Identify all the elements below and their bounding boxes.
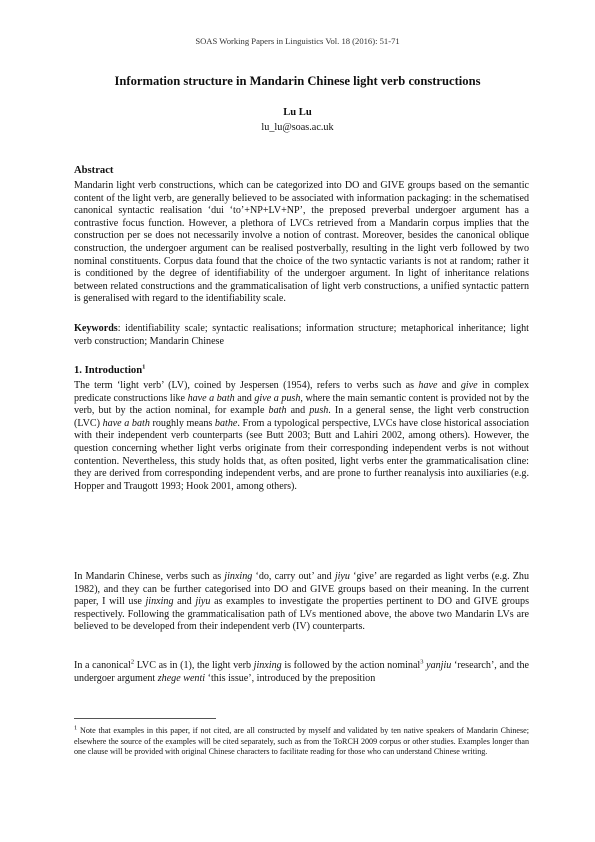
keywords-label: Keywords [74,323,118,334]
footnote-mark: 1 [74,724,78,732]
abstract-heading: Abstract [74,165,114,176]
footnote-1 [74,726,529,758]
author-email[interactable]: lu_lu@soas.ac.uk [261,122,334,133]
intro-paragraph-3: In a canonical$^2$ LVC as in (1), the light verb jinxing is followed by the action nominal$^3$ yanjiu ‘research’, and the undergoer argument zhege wenti ‘this issue’, introduced by the preposition [74,658,529,684]
footnote-divider [74,718,216,719]
keywords [74,323,529,348]
abstract-body: Mandarin light verb constructions, which can be categorized into DO and GIVE groups based on the semantic content of the light verb, are generally believed to be associated with information packaging: in the schematised canonical syntactic realisation ‘dui ‘to’+NP+LV+NP’, the preposed preverbal undergoer argument has a contrastive focus function. However, a plethora of LVCs retrieved from a Mandarin corpus implies that the construction per se does not necessarily involve a notion of contrast. Moreover, besides the canonical oblique construction, the undergoer argument can be realised postverbally, resulting in the light verb followed by two nominal constituents. Corpus data found that the choice of the two syntactic variants is not at random; rather it is conditioned by the degree of identifiability of the undergoer argument. In light of inheritance relations between related constructions and the grammaticalisation of light verb constructions, a unified syntactic pattern is generalised with regard to the identifiability scale. [74,180,529,305]
keywords-text: : identifiability scale; syntactic realisations; information structure; metaphorical inheritance; light verb construction; Mandarin Chinese [74,323,529,347]
footnote-ref-3[interactable]: 3 [420,658,424,666]
running-head: SOAS Working Papers in Linguistics Vol. 18 (2016): 51-71 [195,36,400,46]
intro-paragraph-2: In Mandarin Chinese, verbs such as jinxing ‘do, carry out’ and jiyu ‘give’ are regarded as light verbs (e.g. Zhu 1982), and they can be further categorised into DO and GIVE groups based on their meaning. In the current paper, I will use jinxing and jiyu as examples to investigate the properties pertinent to DO and GIVE groups respectively. Following the grammaticalisation path of LVs mentioned above, the above two Mandarin LVs are believed to be developed from their independent verb (IV) counterparts. [74,571,530,633]
footnote-ref-1[interactable]: 1 [142,363,146,371]
author-name: Lu Lu [283,107,312,118]
intro-heading-text: 1. Introduction [74,365,143,376]
paper-title: Information structure in Mandarin Chinese light verb constructions [114,74,481,88]
footnote-text: Note that examples in this paper, if not cited, are all constructed by myself and validated by ten native speakers of Mandarin Chinese; elsewhere the source of the examples will be cited separately, such as from the ToRCH 2009 corpus or other studies. Examples longer than one clause will be provided with original Chinese characters to facilitate reading for those who can understand Chinese writing. [74,726,529,757]
footnote-ref-2[interactable]: 2 [130,658,135,666]
intro-heading [74,365,529,378]
intro-paragraph-1: The term ‘light verb’ (LV), coined by Jespersen (1954), refers to verbs such as have and give in complex predicate constructions like have a bath and give a push, where the main semantic content is provided not by the verb, but by the action nominal, for example bath and push. In a general sense, the light verb construction (LVC) have a bath roughly means bathe. From a typological perspective, LVCs have close historical association with their independent verb counterparts (see Butt 2003; Butt and Lahiri 2002, among others). However, the question concerning whether light verbs originate from their corresponding independent verbs is not without contention. Nevertheless, this study holds that, as often posited, light verbs enter the grammaticalisation cline: they are derived from corresponding independent verbs, and are prone to further reanalysis into auxiliaries (e.g. Hopper and Traugott 1993; Hook 2001, among others). [74,380,530,492]
abstract-text [74,180,529,306]
